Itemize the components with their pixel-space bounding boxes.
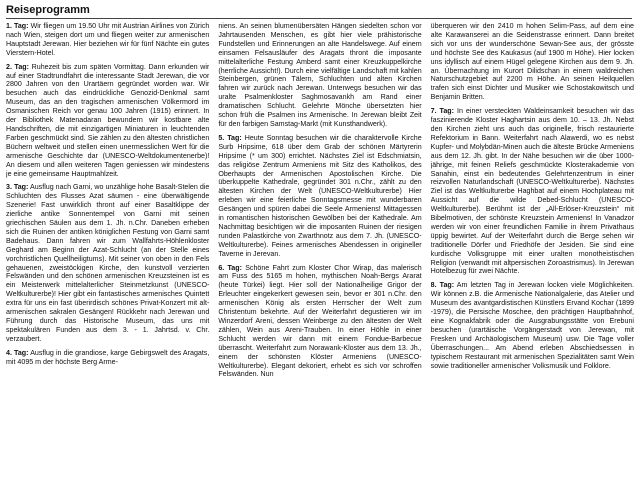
paragraph-text: In einer versteckten Waldeinsamkeit besuchen wir das faszinierende Kloster Haghartsin aus dem 10. – 13. Jh. Nebst den Kirchen zieht uns auch das originelle, frisch restaurierte Refektorium in Bann. Weiterfahrt nach Alawerdi, wo es nebst Kupfer- und Molybdän-Minen auch die älteste Brücke Armeniens aus dem 12. Jh. gibt. In der Nähe besuchen wir die über 1000-jährige, mit feinen Reliefs geschmückte Klosterakademie von Sanahin, einst ein bedeutendes Gelehrtenzentrum in einer reizvollen Naturlandschaft (UNESCO-Weltkulturerbe). Nächstes Ziel ist das Weltkulturerbe Haghbat auf einem Hochplateau mit Aussicht auf die wilde Debed-Schlucht (UNESCO-Weltkulturerbe). Berühmt ist der „All-Erlöser-Kreuzstein“ mit Bibelmotiven, der schönste Kreuzstein Armeniens! In Vanadzor werden wir von einer freundlichen Familie in ihrem Privathaus üppig bewirtet. Auf der Weiterfahrt durch die Berge sehen wir traditionelle Dörfer und Friedhöfe der Jesiden. Sie sind eine kurdische Volksgruppe mit einer uralten monotheistischen Religion (verwandt mit altpersischen Zoroastrismus). In Jerewan Hotelbezug für zwei Nächte. xyxy=(430,107,634,276)
day-label: 3. Tag: xyxy=(6,183,29,192)
paragraph-text: Ausflug nach Garni, wo unzählige hohe Basalt-Stelen die Schluchten des Flusses Azat säumen - eine überwältigende Szenerie! Fast unwirklich thront auf einer Basaltklippe der zierliche antike Sonnentempel von Garni mit seinen griechischen Säulen aus dem 1. Jh. n.Chr. Daneben erheben sich die Ruinen der antiken königlichen Festung von Garni samt Badehaus. Dann fahren wir zum Wallfahrts-Höhlenkloster Geghard am Beginn der Azat-Schlucht (an der Stelle eines vorchristlichen Quellheiligtums). Mit seiner von oben in den Fels gehauenen, zweistöckigen Kirche, den kunstvoll verzierten Felswänden und den schönen armenischen Kreuzsteinen ist es ein Meisterwerk mittelalterlicher Steinmetzkunst (UNESCO-Weltkulturerbe)! Hier gibt ein fantastisches armenisches Quintett extra für uns ein fast überirdisch schönes Privat-Konzert mit alt-armenischen sakralen Gesängen! Rückkehr nach Jerewan und Führung durch das Historische Museum, das uns mit spektakulären Funden aus dem 3. - 1. Jahrtsd. v. Chr. verzaubert. xyxy=(6,183,210,343)
day-label: 7. Tag: xyxy=(430,107,455,116)
paragraph-day-4 xyxy=(6,349,209,367)
paragraph-text: Heute Sonntag besuchen wir die charaktervolle Kirche Surb Hripsime, 618 über dem Grab der schönen Märtyrerin Hripsime (* um 300) errichtet. Nächstes Ziel ist Edschmiatsin, das religiöse Zentrum Armeniens mit Sitz des Katholikos, des Oberhaupts der Armenischen Apostolischen Kirche. Die überkuppelte Kathedrale, gegründet 301 n.Chr., zählt zu den ältesten Kirchen der Welt (UNESCO-Weltkulturerbe) Hier erleben wir eine feierliche Sonntagsmesse mit wunderbaren Gesängen und spüren dabei die Seele Armeniens! Mittagessen in romantischen historischen Gewölben bei der Kathedrale. Am Nachmittag besichtigen wir die imposanten Ruinen der riesigen runden Palastkirche von Zwarthnotz aus dem 7. Jh. (UNESCO-Weltkulturerbe). Feines armenisches Abendessen in origineller Taverne in Jerevan. xyxy=(218,133,422,258)
paragraph-day-4-continued xyxy=(218,22,421,129)
day-label: 2. Tag: xyxy=(6,62,29,71)
paragraph-day-8 xyxy=(431,281,634,370)
paragraph-day-6 xyxy=(218,264,421,380)
paragraph-text: überqueren wir den 2410 m hohen Selim-Pass, auf dem eine alte Karawanserei an die Seidenstrasse erinnert. Dann breitet sich vor uns der wunderschöne Sewan-See aus, der grösste und höchste See des Kaukasus (auf 1900 m Höhe). Hier locken uns idyllisch auf einem Hügel gelegene Kirchen aus dem 9. Jh. an. Übernachtung im Kurort Dilidschan in einem waldreichen Naturschutzgebiet auf 2200 m Höhe. An seinen Heilquellen trafen sich einst Dichter und Musiker wie Schostakowitsch und Benjamin Britten. xyxy=(430,22,634,102)
paragraph-day-6-continued xyxy=(431,22,634,102)
page-title: Reiseprogramm xyxy=(6,4,90,16)
paragraph-day-1 xyxy=(6,22,209,58)
day-label: 1. Tag: xyxy=(6,22,29,30)
title-divider xyxy=(6,18,632,19)
day-label: 8. Tag: xyxy=(430,281,455,290)
paragraph-text: Ausflug in die grandiose, karge Gebirgswelt des Aragats, mit 4095 m der höchste Berg Arme- xyxy=(6,348,210,366)
paragraph-text: niens. An seinen blumenübersäten Hängen siedelten schon vor Jahrtausenden Menschen, es gibt hier viele prähistorische Fundstellen und Erinnerungen an alte Handelswege. Auf einem einsamen Felsausläufer des Aragats thront die imposante mittelalterliche Festung Amberd samt einer Kreuzkuppelkirche (herrliche Aussicht!). Durch eine vielfältige Landschaft mit kahlen Steinbergen, grünen Tälern, Schluchten und alten Kirchen fahren wir zurück nach Jerewan. Unterwegs besuchen wir das uralte Psalmenkloster Saghmosavankh am Rand einer dramatischen Schlucht. Gelehrte Mönche übersetzten hier schon früh die Psalmen ins Armenische. In Jerewan bleibt Zeit für den farbigen Samstag-Markt (mit Kunsthandwerk). xyxy=(218,22,422,128)
paragraph-text: Ruhezeit bis zum späten Vormittag. Dann erkunden wir auf einer Stadtrundfahrt die interessante Stadt Jerewan, die vor 2800 Jahren von den Urartäern gegründet worden war. Wir besuchen auch das eindrückliche Genozid-Denkmal samt Museum, das an den tragischen armenischen Völkermord im Osmanischen Reich vor genau 100 Jahren (1915) erinnert. In der Bibliothek Matenadaran bewundern wir kostbare alte Handschriften, die mit einzigartigen Miniaturen in leuchtenden Farben geschmückt sind. Sie zählen zu den ältesten christlichen Büchern weltweit und stellen einen unermesslichen Wert für die armenische Geschichte dar (UNESCO-Weltdokumentenerbe)! An diesem und allen weiteren Tagen geniessen wir mindestens je eine gemeinsame Hauptmahlzeit. xyxy=(6,62,210,178)
paragraph-day-2 xyxy=(6,63,209,179)
paragraph-text: Schöne Fahrt zum Kloster Chor Wirap, das malerisch am Fuss des 5165 m hohen, mythischen Noah-Bergs Ararat (heute Türkei) liegt. Hier soll der Nationalheilige Grigor der Erleuchter eingekerkert gewesen sein, bevor er 301 n.Chr. den armenischen König als ersten Herrscher der Welt zum Christentum bekehrte. Auf der Weiterfahrt degustieren wir im Winzerdorf Areni, dessen Weinberge zu den ältesten der Welt zählen, Wein aus Areni-Trauben. In einer Höhle in einer Schlucht werden wir dann mit einem Fondue-Barbecue überrascht. Weiterfahrt zum Norawank-Kloster aus dem 13. Jh., einem der schönsten Klöster Armeniens (UNESCO-Weltkulturerbe). Elegant dekoriert, erhebt es sich vor schroffen Felswänden. Nun xyxy=(218,263,422,379)
day-label: 6. Tag: xyxy=(218,263,242,272)
paragraph-text: Wir fliegen um 19.50 Uhr mit Austrian Airlines von Zürich nach Wien, steigen dort um und fliegen weiter zur armenischen Hauptstadt Jerewan. Hier beziehen wir für fünf Nächte ein gutes Vierstern-Hotel. xyxy=(6,22,210,57)
day-label: 4. Tag: xyxy=(6,348,29,357)
paragraph-text: Am letzten Tag in Jerewan locken viele Möglichkeiten. Wir können z.B. die Armenische Nationalgalerie, das Atelier und Museum des avantgardistischen Künstlers Ervand Kochar (1899 -1979), die Persische Moschee, den prächtigen Hauptbahnhof, eine Kognakfabrik oder die Ausgrabungsstätte von Erebuni besuchen (urartäische Vorgängerstadt von Jerewan, mit Fresken und Archäologischem Museum) usw. Die Tage voller Überraschungen... Am Abend erleben Abschiedsessen in typischem Restaurant mit armenischen Spezialitäten samt Wein sowie traditioneller armenischer Volksmusik und Folklore. xyxy=(430,281,634,370)
text-columns xyxy=(6,22,634,478)
paragraph-day-7 xyxy=(431,107,634,276)
paragraph-day-5 xyxy=(218,134,421,259)
column-1 xyxy=(6,22,209,478)
paragraph-day-3 xyxy=(6,183,209,343)
day-label: 5. Tag: xyxy=(218,133,242,142)
column-3 xyxy=(431,22,634,478)
column-2 xyxy=(218,22,421,478)
